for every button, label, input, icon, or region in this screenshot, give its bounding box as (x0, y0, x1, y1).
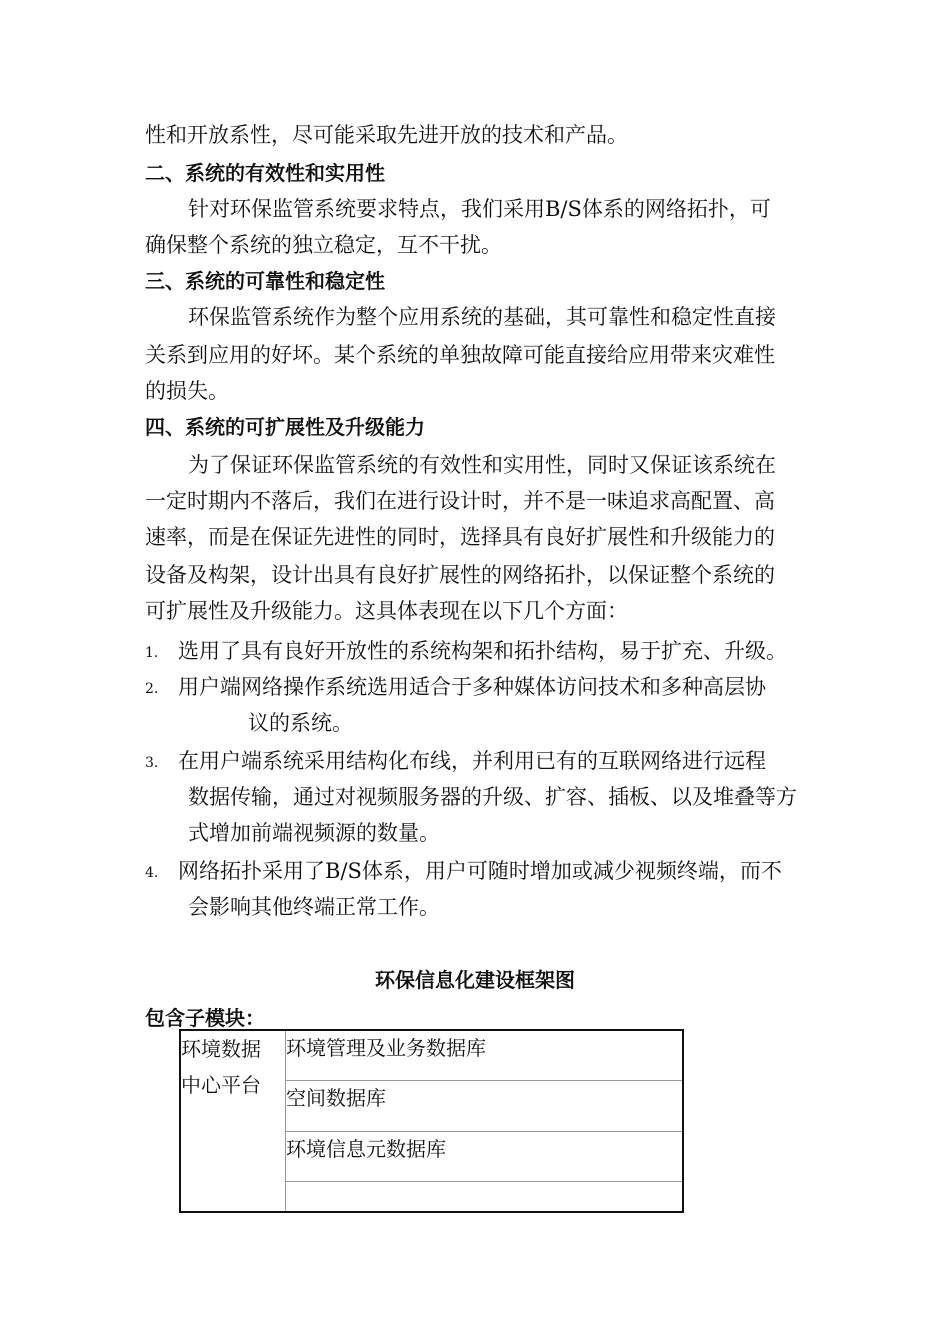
paragraph-line: 可扩展性及升级能力。这具体表现在以下几个方面： (145, 599, 628, 623)
paragraph-line: 环保监管系统作为整个应用系统的基础，其可靠性和稳定性直接 (188, 305, 776, 329)
list-item-text: 网络拓扑采用了B/S体系，用户可随时增加或减少视频终端，而不 (178, 859, 782, 883)
section-heading-4: 四、系统的可扩展性及升级能力 (145, 415, 425, 439)
paragraph-line: 针对环保监管系统要求特点，我们采用B/S体系的网络拓扑，可 (188, 197, 771, 221)
platform-name-line: 环境数据 (181, 1037, 261, 1061)
section-heading-2: 二、系统的有效性和实用性 (145, 161, 385, 185)
submodule-table (179, 1029, 684, 1213)
list-item-text: 用户端网络操作系统选用适合于多种媒体访问技术和多种高层协 (178, 675, 766, 699)
list-item-text: 在用户端系统采用结构化布线，并利用已有的互联网络进行远程 (178, 749, 766, 773)
list-item-text: 选用了具有良好开放性的系统构架和拓扑结构，易于扩充、升级。 (178, 639, 787, 663)
table-row: 环境管理及业务数据库 (286, 1030, 684, 1081)
section-heading-3: 三、系统的可靠性和稳定性 (145, 269, 385, 293)
list-item-text: 议的系统。 (248, 711, 353, 735)
paragraph-line: 为了保证环保监管系统的有效性和实用性，同时又保证该系统在 (188, 453, 776, 477)
paragraph-line: 速率，而是在保证先进性的同时，选择具有良好扩展性和升级能力的 (145, 525, 775, 549)
list-number: 2. (145, 681, 159, 697)
paragraph-line: 性和开放系性，尽可能采取先进开放的技术和产品。 (145, 123, 628, 147)
platform-cell (180, 1030, 286, 1212)
list-item-text: 会影响其他终端正常工作。 (188, 895, 440, 919)
list-item-text: 数据传输，通过对视频服务器的升级、扩容、插板、以及堆叠等方 (188, 785, 797, 809)
platform-name-line: 中心平台 (181, 1073, 261, 1097)
table-row: 空间数据库 (286, 1081, 684, 1131)
submodule-label: 包含子模块： (145, 1006, 265, 1030)
paragraph-line: 设备及构架，设计出具有良好扩展性的网络拓扑，以保证整个系统的 (145, 563, 775, 587)
table-row (286, 1182, 684, 1212)
list-number: 1. (145, 645, 159, 661)
table-row: 环境信息元数据库 (286, 1131, 684, 1181)
paragraph-line: 确保整个系统的独立稳定，互不干扰。 (145, 233, 502, 257)
paragraph-line: 一定时期内不落后，我们在进行设计时，并不是一味追求高配置、高 (145, 489, 775, 513)
paragraph-line: 关系到应用的好坏。某个系统的单独故障可能直接给应用带来灾难性 (145, 343, 775, 367)
list-item-text: 式增加前端视频源的数量。 (188, 821, 440, 845)
diagram-title: 环保信息化建设框架图 (375, 968, 575, 992)
paragraph-line: 的损失。 (145, 379, 229, 403)
list-number: 4. (145, 865, 159, 881)
list-number: 3. (145, 755, 159, 771)
